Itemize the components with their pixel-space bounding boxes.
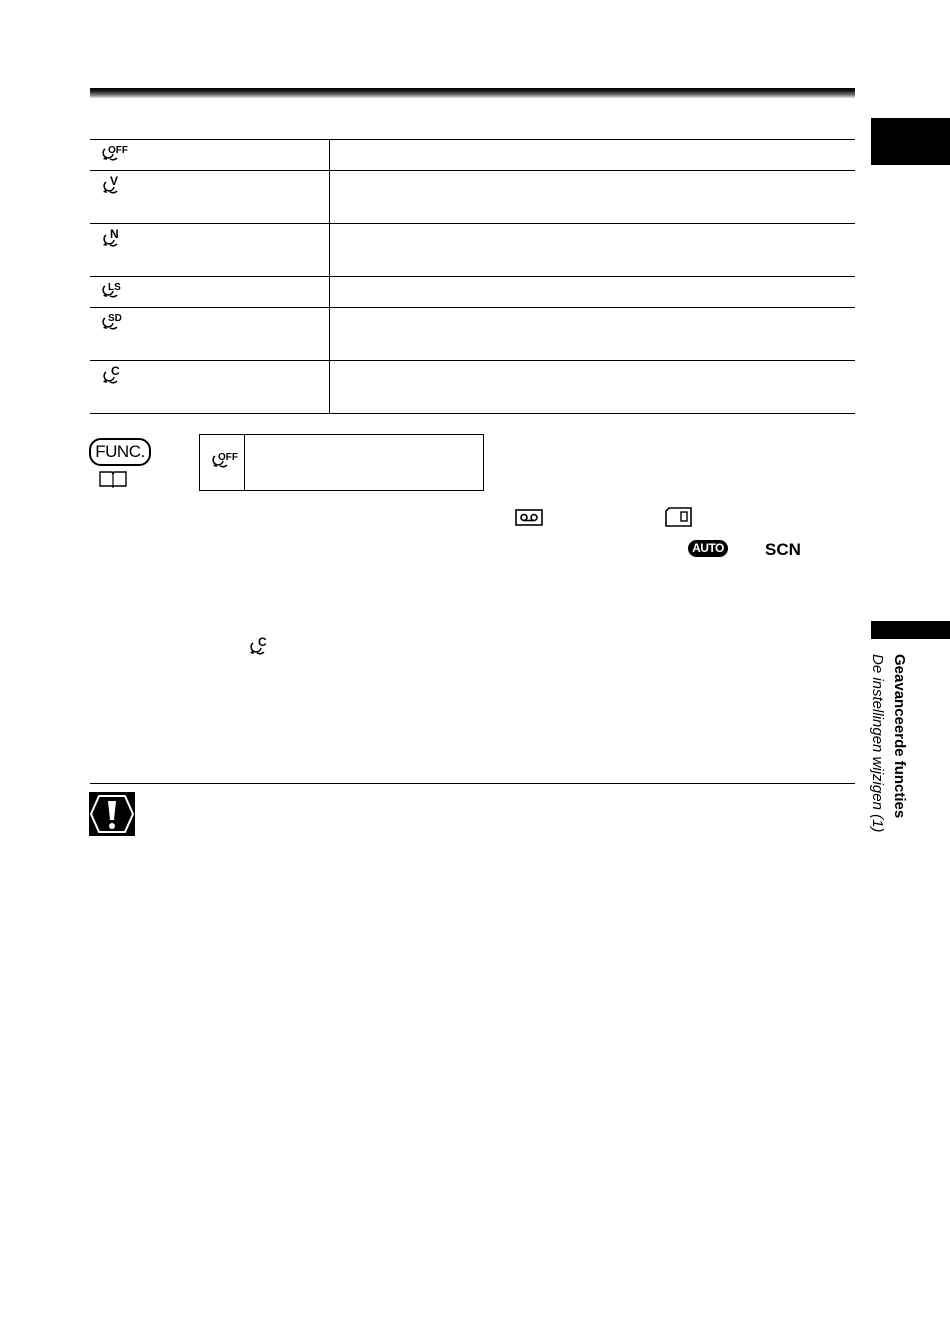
side-heading [866, 654, 926, 894]
caution-icon [89, 792, 135, 836]
svg-text:C: C [258, 635, 267, 649]
svg-text:OFF: OFF [108, 145, 128, 156]
svg-text:OFF: OFF [218, 452, 238, 463]
tape-icon [515, 509, 543, 526]
subsection-title: De instellingen wijzigen (1) [869, 654, 886, 833]
wb-n-icon [100, 227, 124, 249]
divider [90, 783, 855, 784]
func-box-icon-cell [200, 435, 245, 490]
svg-text:LS: LS [108, 282, 121, 293]
table-row [90, 277, 855, 308]
wb-v-icon [100, 174, 124, 196]
table-row [90, 308, 855, 361]
svg-text:V: V [110, 174, 119, 188]
func-menu-box [199, 434, 484, 491]
svg-text:N: N [110, 227, 119, 241]
white-balance-table [90, 139, 855, 414]
wb-ls-icon [100, 280, 124, 302]
wb-off-icon [200, 435, 244, 490]
section-title: Geavanceerde functies [891, 654, 908, 819]
wb-c-icon [100, 364, 124, 386]
section-tab [871, 621, 950, 639]
svg-text:SD: SD [108, 313, 122, 324]
chapter-tab [871, 118, 950, 165]
memory-card-icon [665, 507, 693, 527]
auto-mode-icon: AUTO [688, 540, 728, 557]
wb-sd-icon [100, 311, 124, 333]
scn-mode-label: SCN [765, 540, 801, 559]
table-row [90, 140, 855, 171]
func-button[interactable]: FUNC. [89, 438, 151, 466]
table-row [90, 224, 855, 277]
svg-text:C: C [111, 364, 120, 378]
table-row [90, 361, 855, 414]
table-row [90, 171, 855, 224]
book-icon [98, 469, 128, 488]
wb-off-icon [100, 143, 128, 165]
header-bar [90, 88, 855, 98]
wb-c-icon [247, 635, 271, 657]
